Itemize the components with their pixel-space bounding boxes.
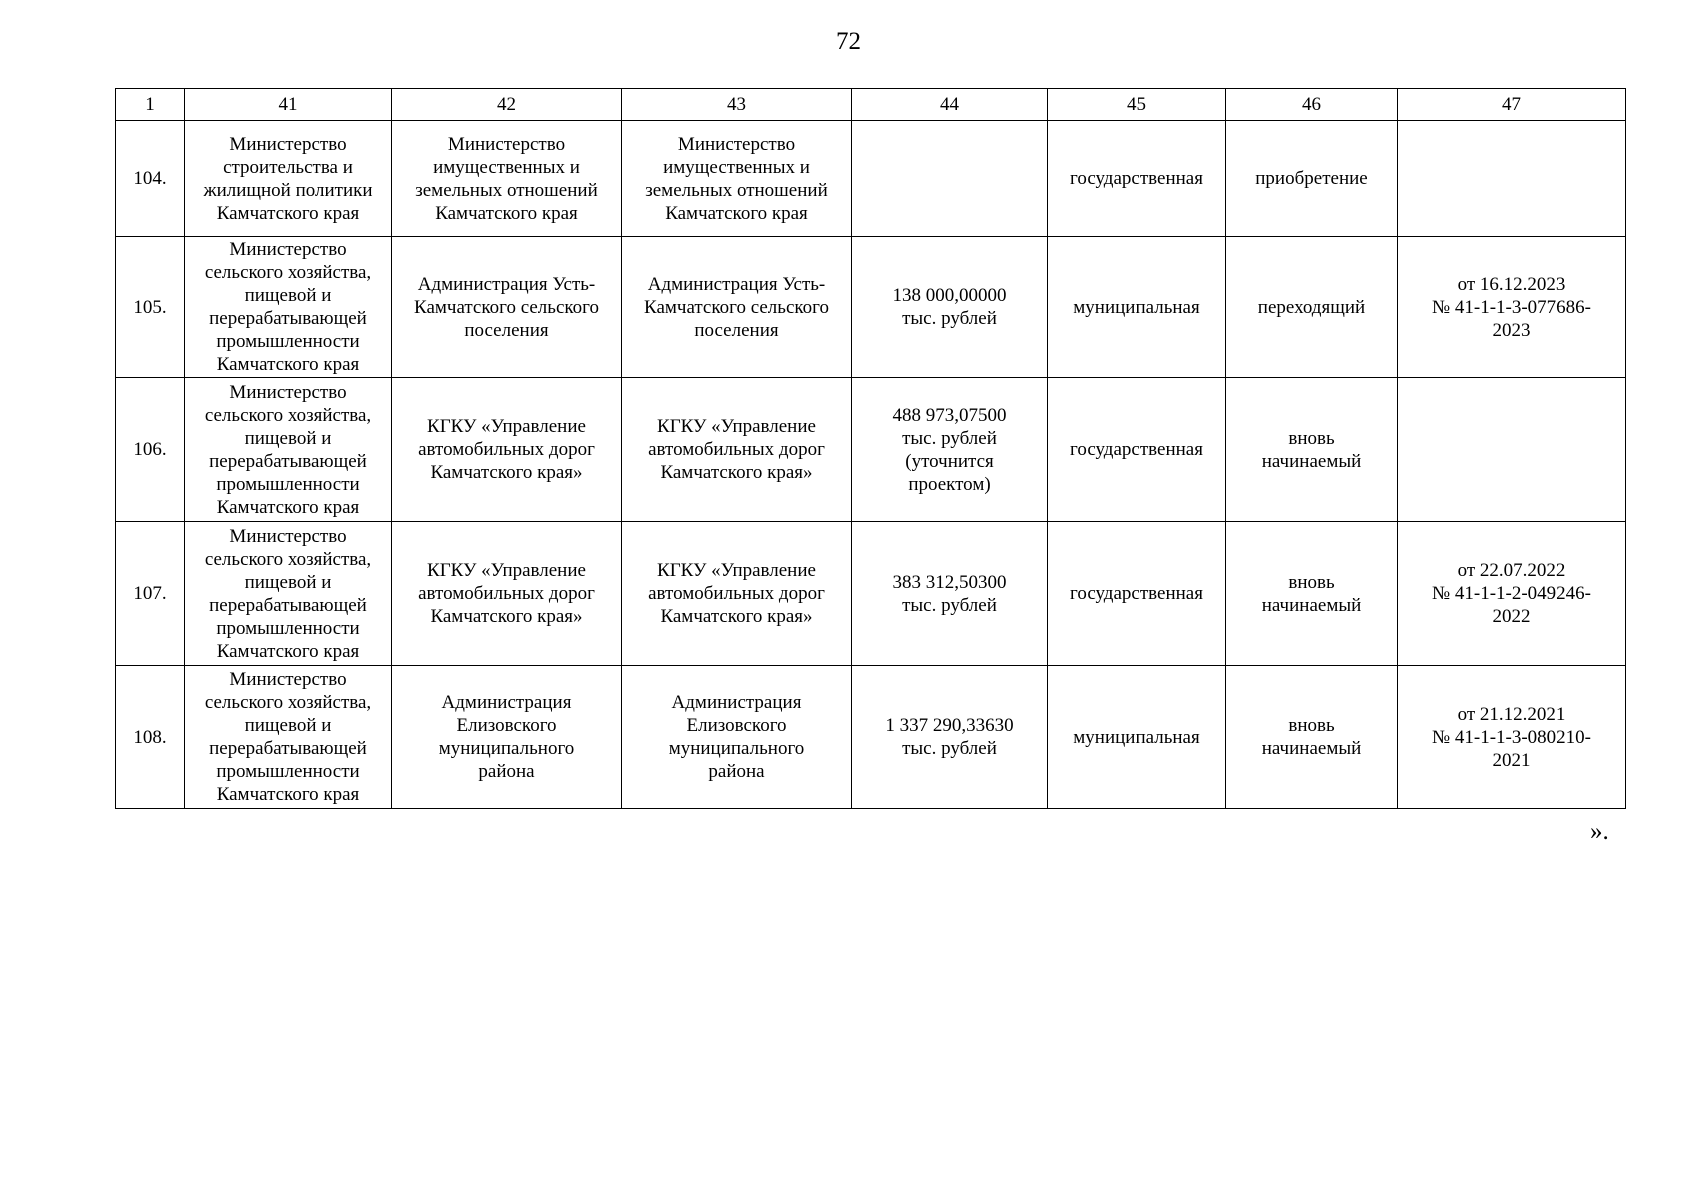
header-col-45: 45 [1048, 89, 1226, 121]
table-header-row [116, 89, 1626, 121]
page-number: 72 [836, 28, 861, 55]
table-row [116, 237, 1626, 378]
table-row [116, 378, 1626, 522]
header-col-47: 47 [1398, 89, 1626, 121]
cell-col-43: КГКУ «Управление автомобильных дорог Камчатского края» [622, 378, 852, 522]
row-number: 105. [116, 237, 185, 378]
cell-col-47: от 22.07.2022 № 41-1-1-2-049246- 2022 [1398, 522, 1626, 666]
header-col-41: 41 [185, 89, 392, 121]
header-col-1: 1 [116, 89, 185, 121]
cell-col-45: муниципальная [1048, 666, 1226, 809]
row-number: 108. [116, 666, 185, 809]
cell-col-47: от 16.12.2023 № 41-1-1-3-077686- 2023 [1398, 237, 1626, 378]
cell-col-44: 1 337 290,33630 тыс. рублей [852, 666, 1048, 809]
cell-col-42: Администрация Елизовского муниципального района [392, 666, 622, 809]
header-col-44: 44 [852, 89, 1048, 121]
cell-col-46: вновь начинаемый [1226, 522, 1398, 666]
cell-col-42: Министерство имущественных и земельных отношений Камчатского края [392, 121, 622, 237]
closing-quote-mark: ». [1590, 818, 1609, 845]
cell-col-44: 488 973,07500 тыс. рублей (уточнится проектом) [852, 378, 1048, 522]
data-table [115, 88, 1626, 809]
cell-col-42: КГКУ «Управление автомобильных дорог Камчатского края» [392, 522, 622, 666]
table-row [116, 522, 1626, 666]
cell-col-41: Министерство сельского хозяйства, пищевой и перерабатывающей промышленности Камчатского края [185, 378, 392, 522]
cell-col-41: Министерство сельского хозяйства, пищевой и перерабатывающей промышленности Камчатского края [185, 666, 392, 809]
row-number: 104. [116, 121, 185, 237]
cell-col-46: вновь начинаемый [1226, 378, 1398, 522]
cell-col-44: 383 312,50300 тыс. рублей [852, 522, 1048, 666]
cell-col-42: Администрация Усть- Камчатского сельского поселения [392, 237, 622, 378]
cell-col-43: КГКУ «Управление автомобильных дорог Камчатского края» [622, 522, 852, 666]
cell-col-41: Министерство строительства и жилищной политики Камчатского края [185, 121, 392, 237]
cell-col-43: Администрация Усть- Камчатского сельского поселения [622, 237, 852, 378]
cell-col-47: от 21.12.2021 № 41-1-1-3-080210- 2021 [1398, 666, 1626, 809]
cell-col-46: вновь начинаемый [1226, 666, 1398, 809]
cell-col-45: государственная [1048, 522, 1226, 666]
cell-col-43: Министерство имущественных и земельных отношений Камчатского края [622, 121, 852, 237]
cell-col-43: Администрация Елизовского муниципального района [622, 666, 852, 809]
header-col-43: 43 [622, 89, 852, 121]
cell-col-42: КГКУ «Управление автомобильных дорог Камчатского края» [392, 378, 622, 522]
cell-col-46: переходящий [1226, 237, 1398, 378]
row-number: 106. [116, 378, 185, 522]
cell-col-41: Министерство сельского хозяйства, пищевой и перерабатывающей промышленности Камчатского края [185, 237, 392, 378]
cell-col-47 [1398, 378, 1626, 522]
cell-col-44: 138 000,00000 тыс. рублей [852, 237, 1048, 378]
header-col-46: 46 [1226, 89, 1398, 121]
cell-col-45: муниципальная [1048, 237, 1226, 378]
cell-col-47 [1398, 121, 1626, 237]
cell-col-46: приобретение [1226, 121, 1398, 237]
cell-col-44 [852, 121, 1048, 237]
cell-col-41: Министерство сельского хозяйства, пищевой и перерабатывающей промышленности Камчатского края [185, 522, 392, 666]
table-row [116, 121, 1626, 237]
header-col-42: 42 [392, 89, 622, 121]
cell-col-45: государственная [1048, 121, 1226, 237]
table-row [116, 666, 1626, 809]
row-number: 107. [116, 522, 185, 666]
cell-col-45: государственная [1048, 378, 1226, 522]
